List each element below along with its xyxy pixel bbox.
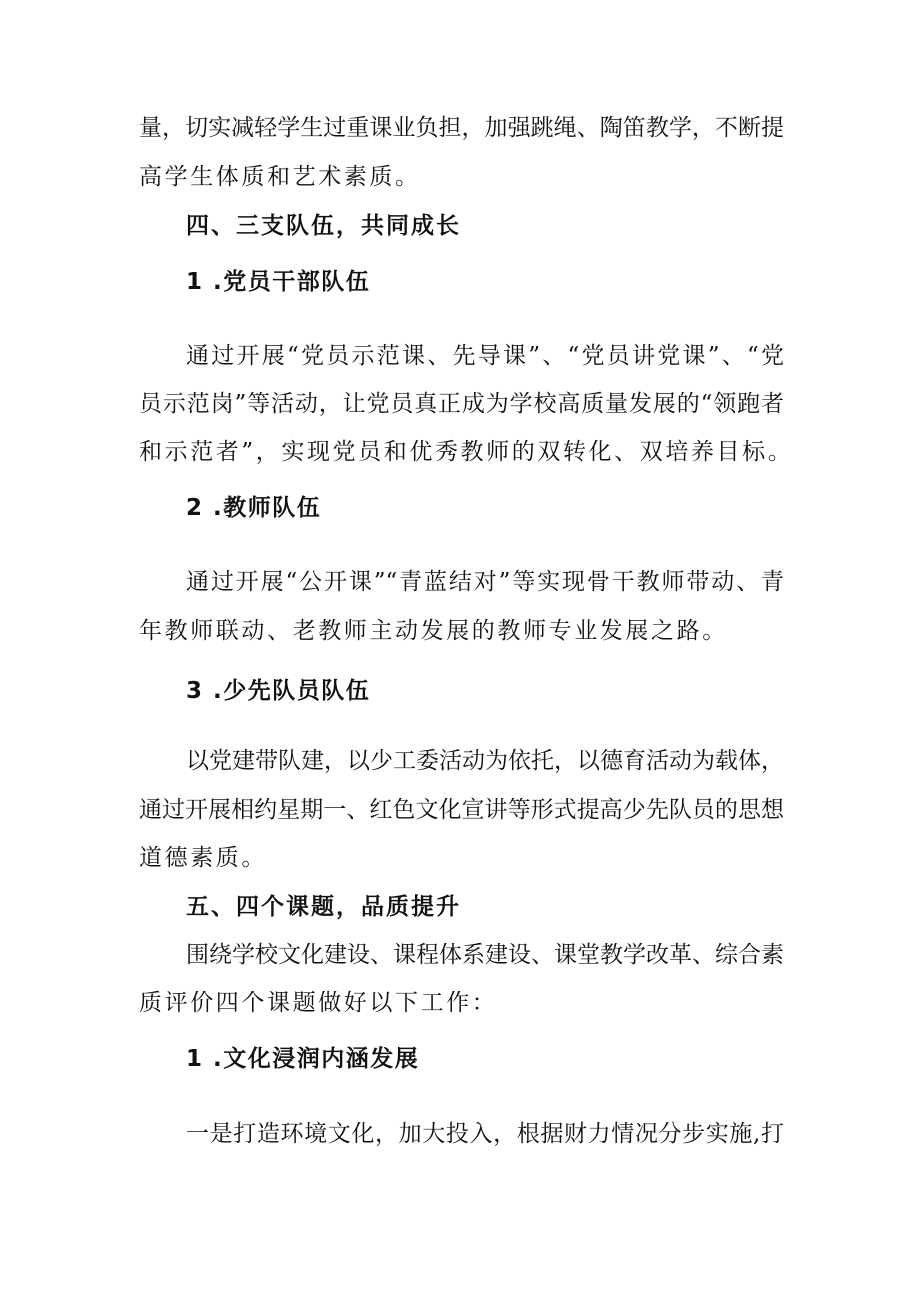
paragraph-line: 一是打造环境文化，加大投入，根据财力情况分步实施,打 (186, 1121, 784, 1147)
paragraph-line: 通过开展相约星期一、红色文化宣讲等形式提高少先队员的思想 (139, 797, 784, 823)
subsection-heading: 1 .文化浸润内涵发展 (186, 1046, 420, 1072)
subsection-heading: 1 .党员干部队伍 (186, 269, 371, 295)
paragraph-line: 道德素质。 (139, 845, 267, 871)
paragraph-line: 质评价四个课题做好以下工作： (139, 990, 498, 1016)
section-heading: 五、四个课题，品质提升 (186, 894, 461, 920)
paragraph-line: 围绕学校文化建设、课程体系建设、课堂教学改革、综合素 (186, 942, 784, 968)
paragraph-line: 以党建带队建，以少工委活动为依托，以德育活动为载体， (186, 748, 784, 774)
paragraph-line: 通过开展“公开课”“青蓝结对”等实现骨干教师带动、青 (186, 569, 784, 595)
paragraph-line: 量，切实减轻学生过重课业负担，加强跳绳、陶笛教学，不断提 (139, 115, 784, 141)
paragraph-line: 通过开展“党员示范课、先导课”、“党员讲党课”、“党 (186, 343, 784, 369)
paragraph-line: 和示范者”，实现党员和优秀教师的双转化、双培养目标。 (139, 439, 794, 465)
paragraph-line: 员示范岗”等活动，让党员真正成为学校高质量发展的“领跑者 (139, 391, 784, 417)
paragraph-line: 高学生体质和艺术素质。 (139, 164, 421, 190)
subsection-heading: 3 .少先队员队伍 (186, 678, 371, 704)
paragraph-line: 年教师联动、老教师主动发展的教师专业发展之路。 (139, 618, 728, 644)
subsection-heading: 2 .教师队伍 (186, 495, 322, 521)
section-heading: 四、三支队伍，共同成长 (186, 213, 461, 239)
